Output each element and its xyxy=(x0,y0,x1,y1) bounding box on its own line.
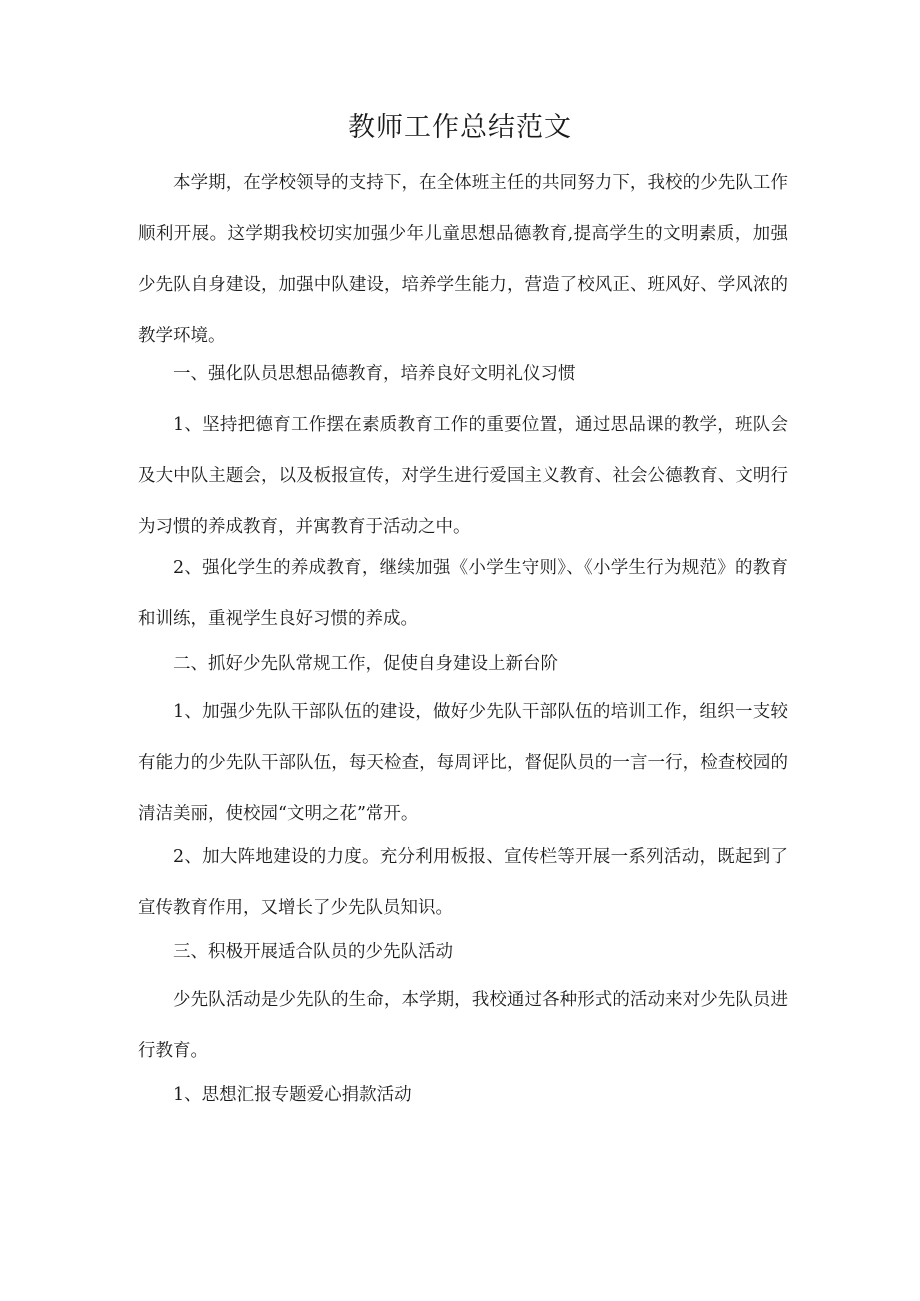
paragraph-2-1: 1、加强少先队干部队伍的建设，做好少先队干部队伍的培训工作，组织一支较有能力的少先队干部队伍，每天检查，每周评比，督促队员的一言一行，检查校园的清洁美丽，使校园“文明之花”常开。 xyxy=(138,702,788,824)
section-heading-2: 二、抓好少先队常规工作，促使自身建设上新台阶 xyxy=(173,654,558,674)
paragraph-3-intro: 少先队活动是少先队的生命，本学期，我校通过各种形式的活动来对少先队员进行教育。 xyxy=(138,990,788,1061)
section-heading-1: 一、强化队员思想品德教育，培养良好文明礼仪习惯 xyxy=(173,364,576,384)
paragraph-1-2: 2、强化学生的养成教育，继续加强《小学生守则》、《小学生行为规范》的教育和训练，重视学生良好习惯的养成。 xyxy=(138,558,788,629)
paragraph-3-1: 1、思想汇报专题爱心捐款活动 xyxy=(173,1085,412,1105)
paragraph-1-1: 1、坚持把德育工作摆在素质教育工作的重要位置，通过思品课的教学，班队会及大中队主题会，以及板报宣传，对学生进行爱国主义教育、社会公德教育、文明行为习惯的养成教育，并寓教育于活动之中。 xyxy=(138,415,788,537)
document-title: 教师工作总结范文 xyxy=(348,112,572,143)
section-heading-3: 三、积极开展适合队员的少先队活动 xyxy=(173,942,453,962)
paragraph-intro: 本学期，在学校领导的支持下，在全体班主任的共同努力下，我校的少先队工作顺利开展。这学期我校切实加强少年儿童思想品德教育,提高学生的文明素质，加强少先队自身建设，加强中队建设，培养学生能力，营造了校风正、班风好、学风浓的教学环境。 xyxy=(138,173,788,346)
paragraph-2-2: 2、加大阵地建设的力度。充分利用板报、宣传栏等开展一系列活动，既起到了宣传教育作用，又增长了少先队员知识。 xyxy=(138,847,788,918)
